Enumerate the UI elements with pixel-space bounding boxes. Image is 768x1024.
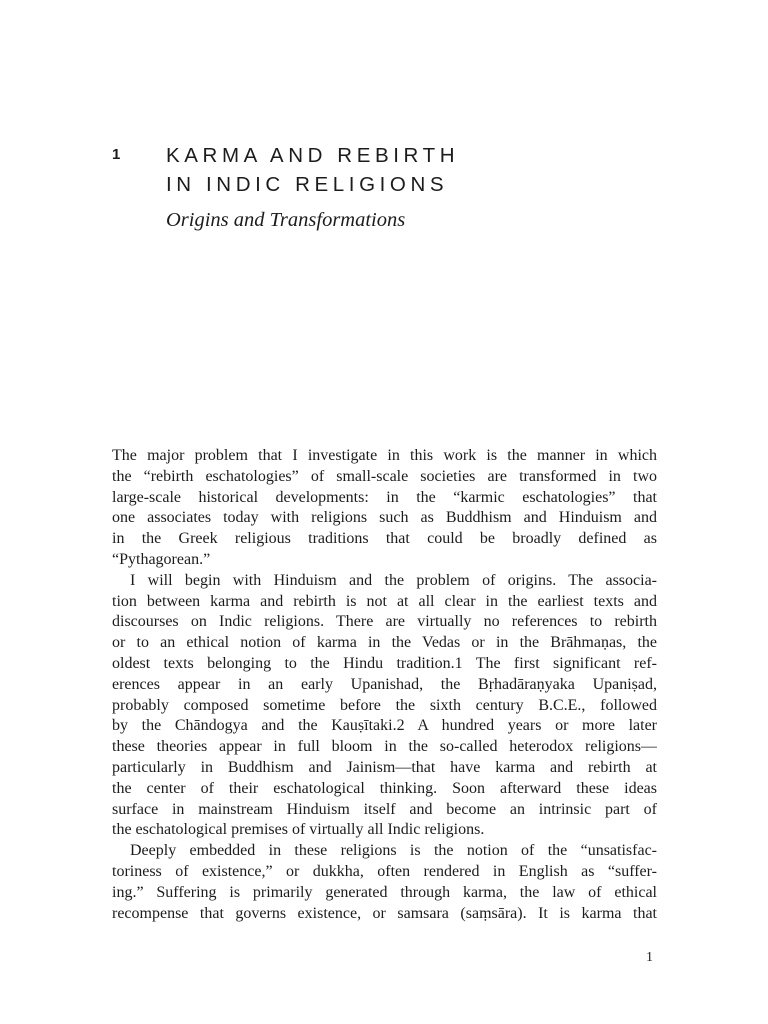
text-line: “Pythagorean.” — [112, 550, 211, 568]
chapter-title-line: IN INDIC RELIGIONS — [166, 173, 449, 196]
text-line: the “rebirth eschatologies” of small-scale societies are transformed in two — [112, 467, 657, 485]
chapter-number: 1 — [112, 146, 122, 163]
chapter-subtitle: Origins and Transformations — [166, 209, 406, 231]
text-line: or to an ethical notion of karma in the Vedas or in the Brāhmaṇas, the — [112, 634, 657, 652]
text-line: surface in mainstream Hinduism itself and become an intrinsic part of — [112, 800, 657, 818]
text-line: one associates today with religions such as Buddhism and Hinduism and — [112, 509, 657, 527]
text-line: discourses on Indic religions. There are virtually no references to rebirth — [112, 613, 657, 631]
text-line: toriness of existence,” or dukkha, often rendered in English as “suffer- — [112, 862, 657, 880]
text-line: large-scale historical developments: in the “karmic eschatologies” that — [112, 488, 657, 506]
text-line: The major problem that I investigate in this work is the manner in which — [112, 447, 657, 464]
body-text — [112, 446, 657, 924]
chapter-title-line: KARMA AND REBIRTH — [166, 144, 460, 167]
text-line: I will begin with Hinduism and the problem of origins. The associa- — [130, 571, 657, 589]
text-line: erences appear in an early Upanishad, the Bṛhadāraṇyaka Upaniṣad, — [112, 675, 657, 693]
text-line: ing.” Suffering is primarily generated through karma, the law of ethical — [112, 883, 657, 901]
text-line: in the Greek religious traditions that could be broadly defined as — [112, 530, 657, 548]
text-line: these theories appear in full bloom in the so-called heterodox religions— — [112, 738, 657, 756]
text-line: by the Chāndogya and the Kauṣītaki.2 A hundred years or more later — [112, 717, 657, 735]
text-line: recompense that governs existence, or samsara (saṃsāra). It is karma that — [112, 904, 657, 922]
text-line: the eschatological premises of virtually all Indic religions. — [112, 821, 485, 839]
text-line: probably composed sometime before the sixth century B.C.E., followed — [112, 696, 657, 714]
text-line: particularly in Buddhism and Jainism—that have karma and rebirth at — [112, 758, 657, 776]
text-line: tion between karma and rebirth is not at all clear in the earliest texts and — [112, 592, 657, 610]
page-number: 1 — [646, 950, 654, 965]
chapter-title — [166, 141, 459, 199]
text-line: the center of their eschatological thinking. Soon afterward these ideas — [112, 779, 657, 797]
text-line: oldest texts belonging to the Hindu tradition.1 The first significant ref- — [112, 654, 657, 672]
text-line: Deeply embedded in these religions is the notion of the “unsatisfac- — [130, 842, 657, 860]
